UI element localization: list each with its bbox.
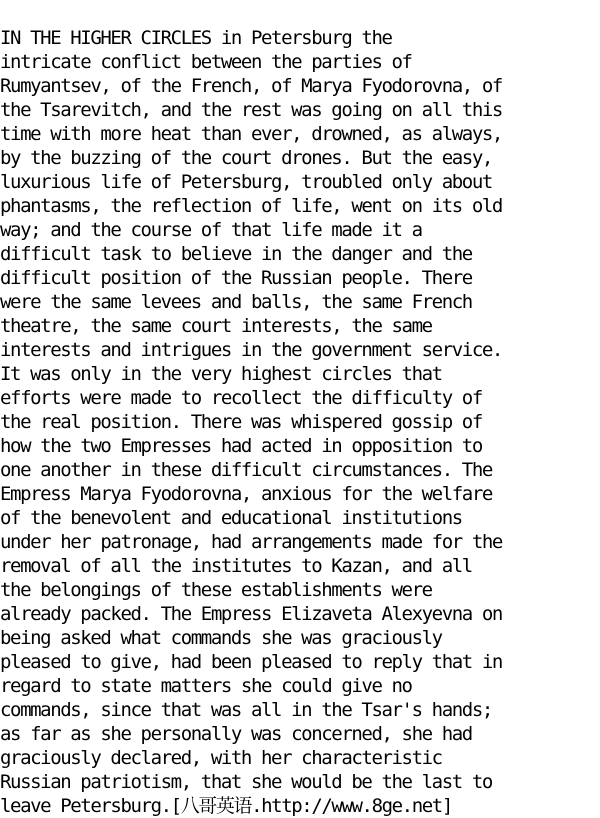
text-line: theatre, the same court interests, the same [0, 315, 432, 337]
text-line: phantasms, the reflection of life, went on its old [0, 195, 502, 217]
text-line: under her patronage, had arrangements made for the [0, 531, 502, 553]
text-line: graciously declared, with her characteristic [0, 747, 442, 769]
text-line: Empress Marya Fyodorovna, anxious for the welfare [0, 483, 492, 505]
text-line: luxurious life of Petersburg, troubled only about [0, 171, 492, 193]
text-line: Russian patriotism, that she would be the last to [0, 771, 492, 793]
text-line: were the same levees and balls, the same French [0, 291, 472, 313]
text-line: way; and the course of that life made it a [0, 219, 422, 241]
text-line: the belongings of these establishments were [0, 579, 432, 601]
text-line: one another in these difficult circumstances. The [0, 459, 492, 481]
text-line: the real position. There was whispered gossip of [0, 411, 482, 433]
text-line: pleased to give, had been pleased to reply that in [0, 651, 502, 673]
text-line: interests and intrigues in the government service. [0, 339, 502, 361]
text-line: difficult position of the Russian people. There [0, 267, 472, 289]
text-line: Rumyantsev, of the French, of Marya Fyodorovna, of [0, 75, 502, 97]
text-line: by the buzzing of the court drones. But the easy, [0, 147, 492, 169]
text-line: It was only in the very highest circles that [0, 363, 442, 385]
text-line: efforts were made to recollect the difficulty of [0, 387, 482, 409]
text-line: regard to state matters she could give no [0, 675, 412, 697]
text-line: as far as she personally was concerned, she had [0, 723, 472, 745]
text-line: the Tsarevitch, and the rest was going on all this [0, 99, 502, 121]
text-line: already packed. The Empress Elizaveta Alexyevna on [0, 603, 502, 625]
text-line: difficult task to believe in the danger and the [0, 243, 472, 265]
text-line: commands, since that was all in the Tsar's hands; [0, 699, 492, 721]
text-line: IN THE HIGHER CIRCLES in Petersburg the [0, 27, 392, 49]
text-line: being asked what commands she was graciously [0, 627, 442, 649]
text-line: how the two Empresses had acted in opposition to [0, 435, 482, 457]
document-body [0, 26, 600, 818]
text-line-with-link: leave Petersburg.[八哥英语.http://www.8ge.net] [0, 795, 452, 817]
text-line: removal of all the institutes to Kazan, and all [0, 555, 472, 577]
text-line: time with more heat than ever, drowned, as always, [0, 123, 502, 145]
text-line: of the benevolent and educational institutions [0, 507, 462, 529]
text-line: intricate conflict between the parties of [0, 51, 412, 73]
